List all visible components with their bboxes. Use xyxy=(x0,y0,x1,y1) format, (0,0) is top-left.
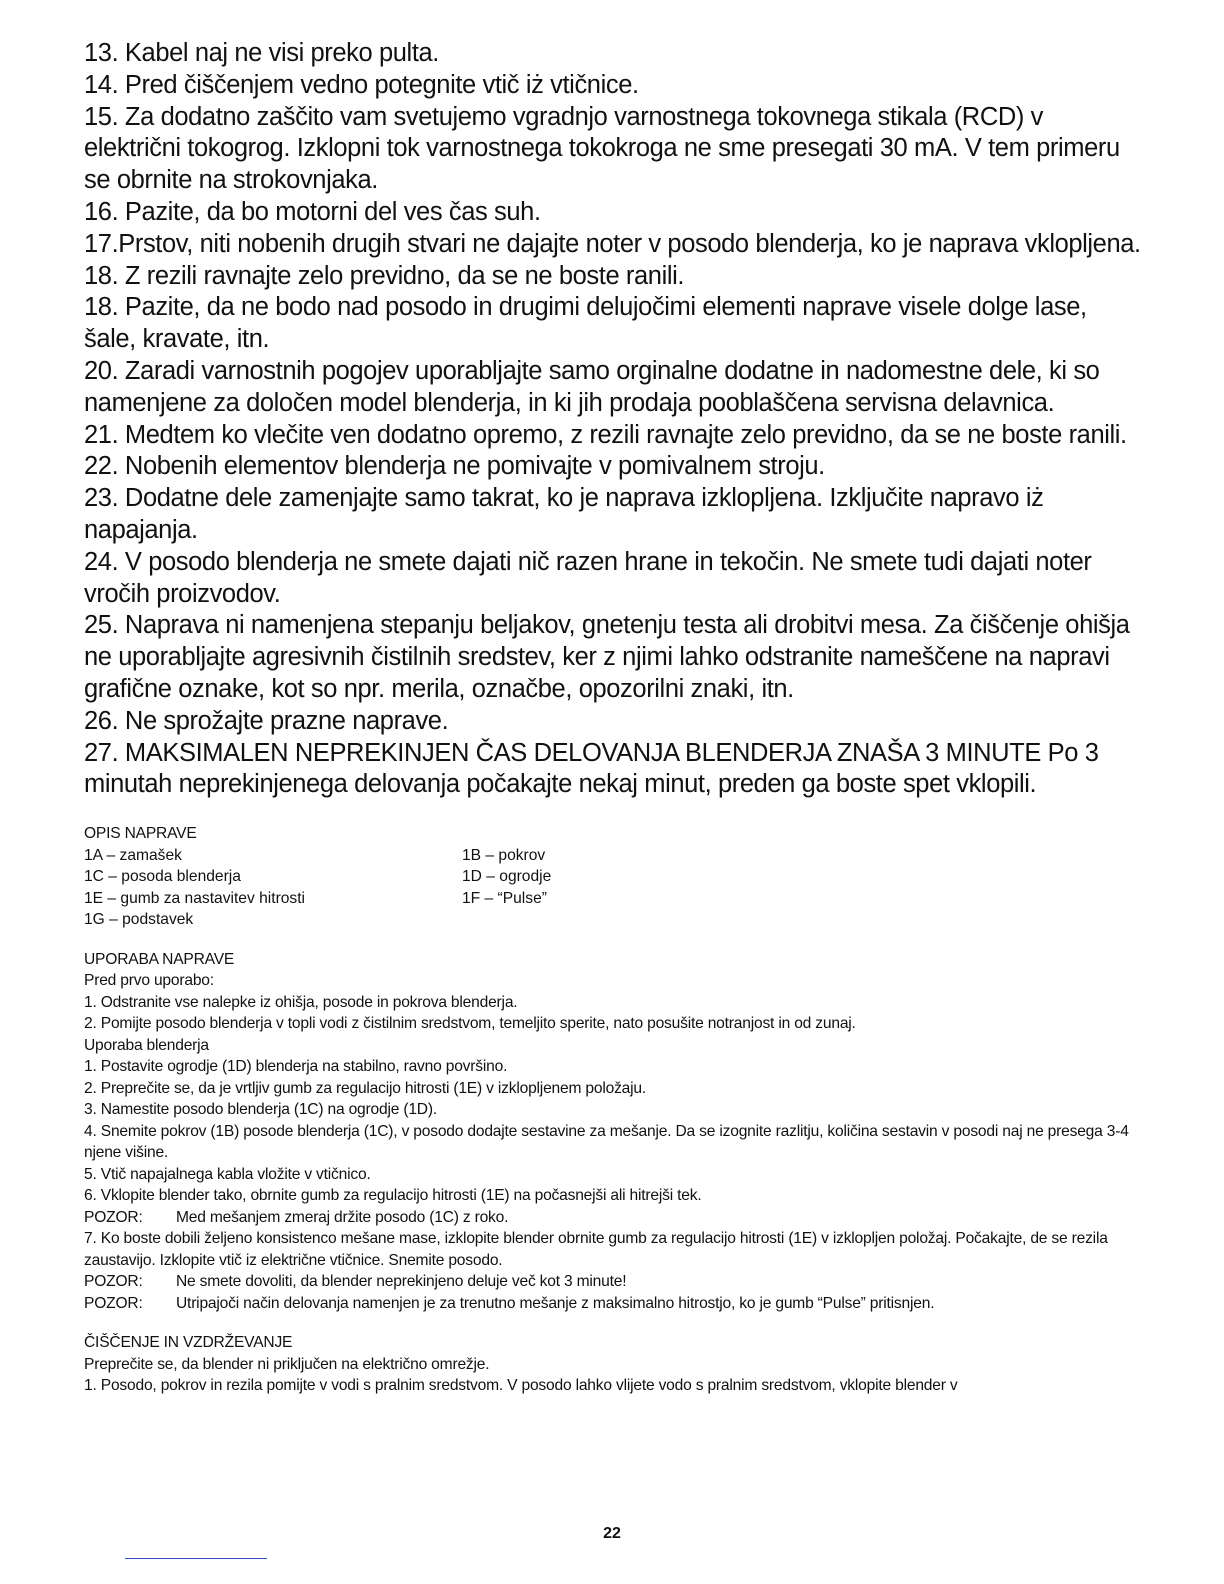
description-row xyxy=(84,845,1144,867)
safety-item-24: 24. V posodo blenderja ne smete dajati nič razen hrane in tekočin. Ne smete tudi dajati noter vročih proizvodov. xyxy=(84,547,1092,608)
warning-text: Med mešanjem zmeraj držite posodo (1C) z roko. xyxy=(176,1208,509,1226)
warning-label: POZOR: xyxy=(84,1208,143,1226)
usage-title: UPORABA NAPRAVE xyxy=(84,950,235,968)
warning-note xyxy=(84,1293,1144,1315)
safety-item-15: 15. Za dodatno zaščito vam svetujemo vgradnjo varnostnega tokovnega stikala (RCD) v električni tokogrog. Izklopni tok varnostnega tokokroga ne sme presegati 30 mA. V tem primeru se obrnite na strokovnjaka. xyxy=(84,102,1120,195)
cleaning-section xyxy=(84,1332,1144,1397)
usage-section xyxy=(84,949,1144,1315)
part-label: 1G – podstavek xyxy=(84,911,194,929)
usage-step: 3. Namestite posodo blenderja (1C) na ogrodje (1D). xyxy=(84,1101,437,1119)
cleaning-intro: Preprečite se, da blender ni priključen na električno omrežje. xyxy=(84,1355,490,1373)
description-row xyxy=(84,888,1144,910)
safety-item-18b: 18. Pazite, da ne bodo nad posodo in drugimi delujočimi elementi naprave visele dolge lase, šale, kravate, itn. xyxy=(84,293,1087,354)
safety-item-18a: 18. Z rezili ravnajte zelo previdno, da se ne boste ranili. xyxy=(84,261,685,290)
cleaning-step: 1. Posodo, pokrov in rezila pomijte v vodi s pralnim sredstvom. V posodo lahko vlijete vodo s pralnim sredstvom, vklopite blender v xyxy=(84,1377,958,1395)
warning-note xyxy=(84,1207,1144,1229)
footer-divider xyxy=(125,1558,267,1559)
part-label: 1B – pokrov xyxy=(462,846,546,864)
device-description xyxy=(84,823,1144,931)
safety-item-21: 21. Medtem ko vlečite ven dodatno opremo, z rezili ravnajte zelo previdno, da se ne boste ranili. xyxy=(84,420,1127,449)
safety-item-25: 25. Naprava ni namenjena stepanju beljakov, gnetenju testa ali drobitvi mesa. Za čiščenje ohišja ne uporabljajte agresivnih čistilnih sredstev, ker z njimi lahko odstranite nameščene na napravi grafične oznake, kot so npr. merila, označbe, opozorilni znaki, itn. xyxy=(84,611,1130,703)
safety-instructions xyxy=(84,38,1144,801)
safety-item-14: 14. Pred čiščenjem vedno potegnite vtič iż vtičnice. xyxy=(84,70,639,99)
safety-item-13: 13. Kabel naj ne visi preko pulta. xyxy=(84,39,439,67)
description-row xyxy=(84,909,1144,931)
details-section xyxy=(84,823,1144,1397)
warning-label: POZOR: xyxy=(84,1294,143,1312)
usage-step: 1. Postavite ogrodje (1D) blenderja na stabilno, ravno površino. xyxy=(84,1058,508,1076)
usage-subtitle: Uporaba blenderja xyxy=(84,1036,209,1054)
usage-step-7: 7. Ko boste dobili željeno konsistenco mešane mase, izklopite blender obrnite gumb za regulacijo hitrosti (1E) v izklopljen položaj. Počakajte, de se rezila zaustavijo. Izklopite vtič iz električne vtičnice. Snemite posodo. xyxy=(84,1230,1108,1269)
safety-item-27: 27. MAKSIMALEN NEPREKINJEN ČAS DELOVANJA BLENDERJA ZNAŠA 3 MINUTE Po 3 minutah neprekinjenega delovanja počakajte nekaj minut, preden ga boste spet vklopili. xyxy=(84,738,1099,799)
warning-text: Ne smete dovoliti, da blender neprekinjeno deluje več kot 3 minute! xyxy=(176,1273,627,1291)
page-number: 22 xyxy=(603,1525,621,1542)
part-label: 1D – ogrodje xyxy=(462,868,552,886)
manual-page xyxy=(84,38,1144,1397)
cleaning-title: ČIŠČENJE IN VZDRŽEVANJE xyxy=(84,1334,293,1352)
usage-step: 5. Vtič napajalnega kabla vložite v vtičnico. xyxy=(84,1165,371,1183)
part-label: 1F – “Pulse” xyxy=(462,889,547,907)
safety-item-23: 23. Dodatne dele zamenjajte samo takrat, ko je naprava izklopljena. Izključite napravo iż napajanja. xyxy=(84,484,1044,544)
warning-label: POZOR: xyxy=(84,1273,143,1291)
description-title: OPIS NAPRAVE xyxy=(84,825,197,843)
description-row xyxy=(84,866,1144,888)
safety-item-26: 26. Ne sprožajte prazne naprave. xyxy=(84,706,449,735)
prep-step: 1. Odstranite vse nalepke iz ohišja, posode in pokrova blenderja. xyxy=(84,993,518,1011)
usage-step: 6. Vklopite blender tako, obrnite gumb za regulacijo hitrosti (1E) na počasnejši ali hitrejši tek. xyxy=(84,1187,702,1205)
warning-text: Utripajoči način delovanja namenjen je za trenutno mešanje z maksimalno hitrostjo, ko je gumb “Pulse” pritisnjen. xyxy=(176,1294,935,1312)
part-label: 1A – zamašek xyxy=(84,846,182,864)
usage-step: 4. Snemite pokrov (1B) posode blenderja (1C), v posodo dodajte sestavine za mešanje. Da se izognite razlitju, količina sestavin v posodi naj ne presega 3-4 njene višine. xyxy=(84,1122,1129,1162)
usage-step: 2. Preprečite se, da je vrtljiv gumb za regulacijo hitrosti (1E) v izklopljenem položaju. xyxy=(84,1079,647,1097)
safety-item-17: 17.Prstov, niti nobenih drugih stvari ne dajajte noter v posodo blenderja, ko je naprava vklopljena. xyxy=(84,229,1141,258)
part-label: 1E – gumb za nastavitev hitrosti xyxy=(84,889,306,907)
safety-item-16: 16. Pazite, da bo motorni del ves čas suh. xyxy=(84,197,541,226)
warning-note xyxy=(84,1271,1144,1293)
safety-item-20: 20. Zaradi varnostnih pogojev uporabljajte samo orginalne dodatne in nadomestne dele, ki so namenjene za določen model blenderja, in ki jih prodaja pooblaščena servisna delavnica. xyxy=(84,356,1100,417)
usage-before-first-use: Pred prvo uporabo: xyxy=(84,972,214,990)
prep-step: 2. Pomijte posodo blenderja v topli vodi z čistilnim sredstvom, temeljito sperite, nato posušite notranjost in od zunaj. xyxy=(84,1015,856,1033)
safety-item-22: 22. Nobenih elementov blenderja ne pomivajte v pomivalnem stroju. xyxy=(84,452,825,481)
part-label: 1C – posoda blenderja xyxy=(84,868,241,886)
